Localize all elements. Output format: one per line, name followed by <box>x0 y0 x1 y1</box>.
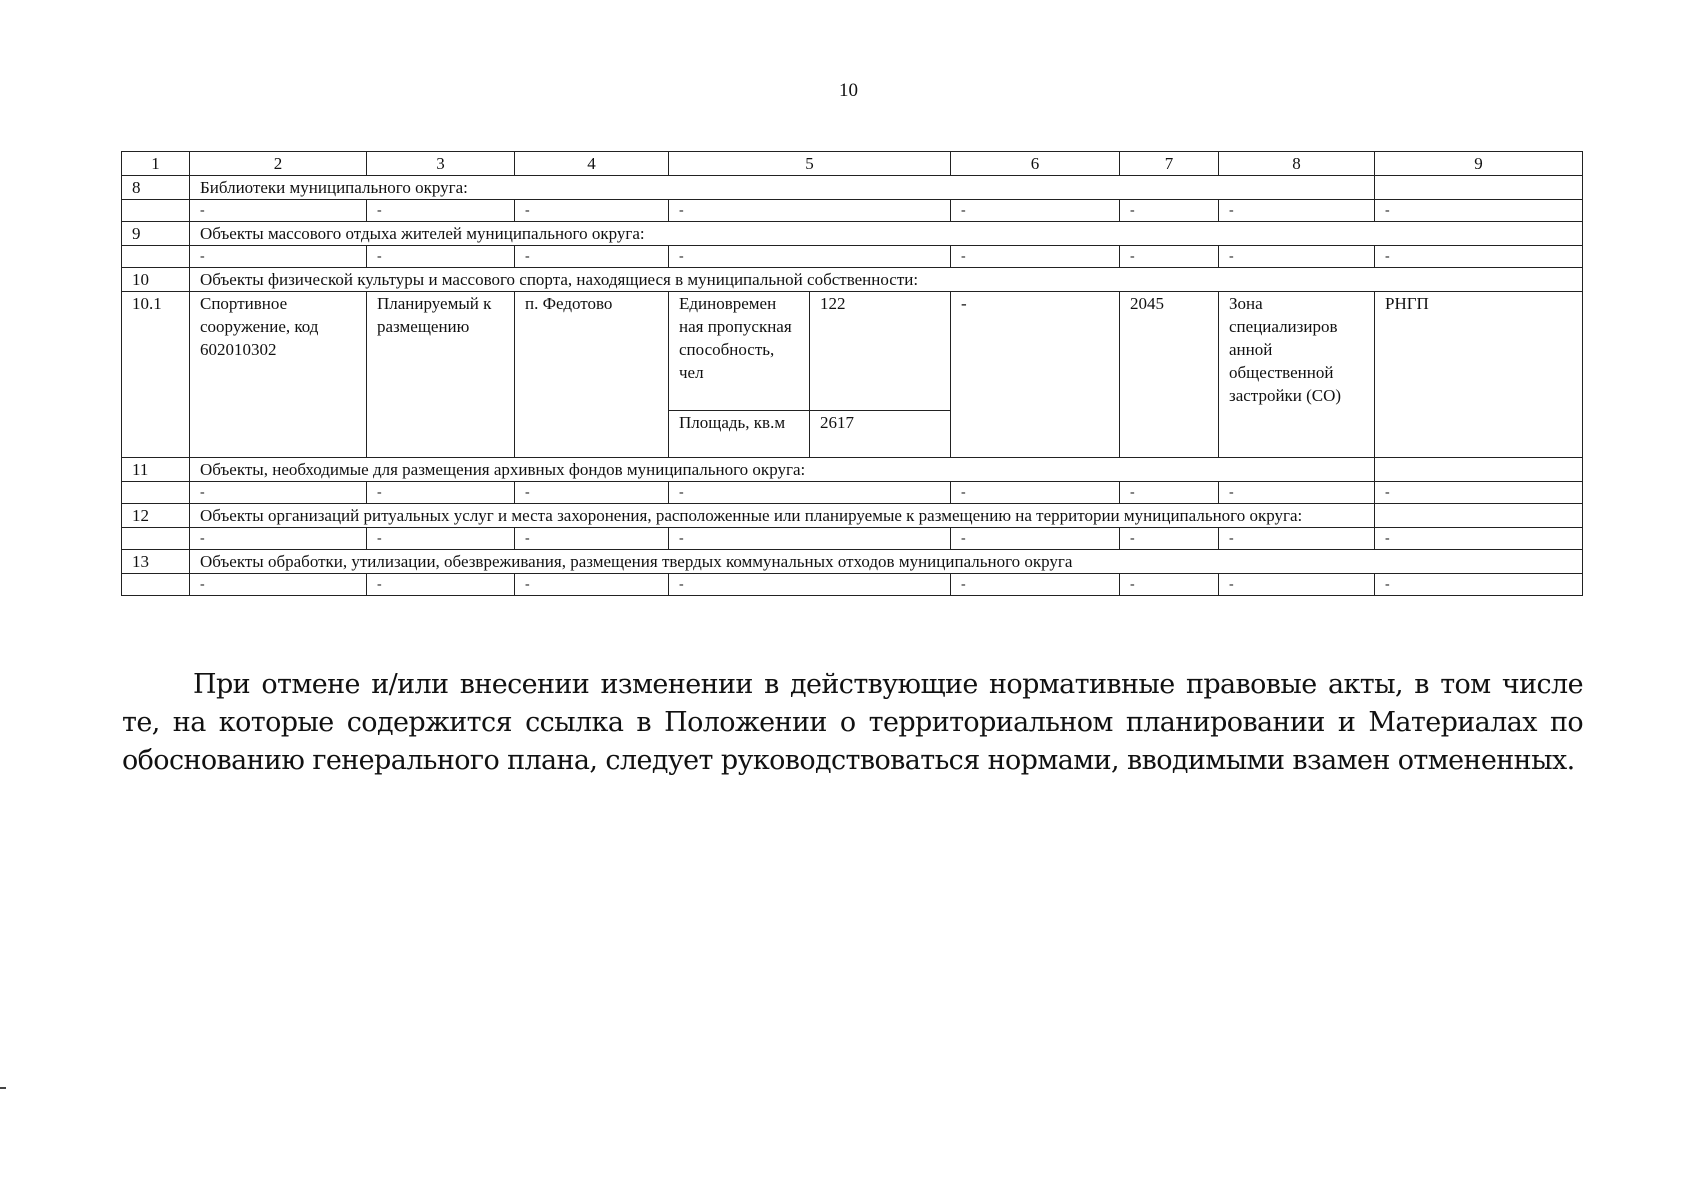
section-row <box>122 176 1583 200</box>
empty-cell <box>122 574 190 596</box>
empty-cell <box>1375 504 1583 528</box>
dash-cell: - <box>1375 574 1583 596</box>
section-number: 12 <box>122 504 190 528</box>
section-number: 8 <box>122 176 190 200</box>
dash-cell: - <box>1375 200 1583 222</box>
column-header: 3 <box>367 152 515 176</box>
dash-cell: - <box>669 574 951 596</box>
dash-cell: - <box>190 482 367 504</box>
object-row <box>122 292 1583 458</box>
object-location: п. Федотово <box>515 292 669 458</box>
dash-cell: - <box>1219 200 1375 222</box>
dash-cell: - <box>190 528 367 550</box>
dash-cell: - <box>190 574 367 596</box>
dash-cell: - <box>1120 574 1219 596</box>
column-header: 7 <box>1120 152 1219 176</box>
dash-cell: - <box>1219 528 1375 550</box>
dash-cell: - <box>1120 528 1219 550</box>
object-characteristics <box>669 292 951 458</box>
dash-row <box>122 246 1583 268</box>
column-header: 2 <box>190 152 367 176</box>
column-header: 4 <box>515 152 669 176</box>
dash-cell: - <box>367 200 515 222</box>
dash-cell: - <box>1120 246 1219 268</box>
dash-cell: - <box>1120 482 1219 504</box>
characteristic-value: 122 <box>820 294 846 313</box>
object-year: 2045 <box>1120 292 1219 458</box>
section-title: Объекты, необходимые для размещения архивных фондов муниципального округа: <box>190 458 1375 482</box>
empty-cell <box>1375 176 1583 200</box>
section-row <box>122 504 1583 528</box>
body-paragraph: При отмене и/или внесении изменении в действующие нормативные правовые акты, в том числе те, на которые содержится ссылка в Положении о территориальном планировании и Материалах по обоснованию генерального плана, следует руководствоваться нормами, вводимыми взамен отмененных. <box>122 669 1583 776</box>
dash-cell: - <box>515 482 669 504</box>
column-header: 6 <box>951 152 1120 176</box>
column-header: 1 <box>122 152 190 176</box>
dash-cell: - <box>515 246 669 268</box>
section-number: 9 <box>122 222 190 246</box>
section-title: Объекты физической культуры и массового спорта, находящиеся в муниципальной собственности: <box>190 268 1583 292</box>
object-source: РНГП <box>1375 292 1583 458</box>
characteristic-value: 2617 <box>820 413 854 432</box>
empty-cell <box>1375 458 1583 482</box>
dash-cell: - <box>951 482 1120 504</box>
section-number: 11 <box>122 458 190 482</box>
dash-cell: - <box>515 528 669 550</box>
empty-cell <box>122 246 190 268</box>
column-header: 9 <box>1375 152 1583 176</box>
dash-cell: - <box>669 528 951 550</box>
dash-cell: - <box>1120 200 1219 222</box>
dash-cell: - <box>1375 482 1583 504</box>
planning-objects-table <box>121 151 1583 596</box>
dash-cell: - <box>190 200 367 222</box>
dash-cell: - <box>515 200 669 222</box>
dash-cell: - <box>1219 574 1375 596</box>
dash-cell: - <box>367 528 515 550</box>
table-header-row <box>122 152 1583 176</box>
dash-row <box>122 200 1583 222</box>
dash-cell: - <box>951 528 1120 550</box>
dash-cell: - <box>669 482 951 504</box>
characteristic-label: Площадь, кв.м <box>669 411 810 457</box>
dash-row <box>122 528 1583 550</box>
section-row <box>122 268 1583 292</box>
section-row <box>122 458 1583 482</box>
dash-cell: - <box>1219 246 1375 268</box>
dash-cell: - <box>515 574 669 596</box>
section-title: Объекты организаций ритуальных услуг и места захоронения, расположенные или планируемые к размещению на территории муниципального округа: <box>190 504 1375 528</box>
column-header: 8 <box>1219 152 1375 176</box>
dash-cell: - <box>669 200 951 222</box>
object-number: 10.1 <box>122 292 190 458</box>
object-zone: Зона специализиров анной общественной застройки (СО) <box>1219 292 1375 458</box>
dash-cell: - <box>1375 246 1583 268</box>
section-number: 10 <box>122 268 190 292</box>
column-header: 5 <box>669 152 951 176</box>
section-row <box>122 550 1583 574</box>
dash-row <box>122 574 1583 596</box>
dash-row <box>122 482 1583 504</box>
object-name: Спортивное сооружение, код 602010302 <box>190 292 367 458</box>
section-title: Объекты обработки, утилизации, обезвреживания, размещения твердых коммунальных отходов муниципального округа <box>190 550 1583 574</box>
characteristic-label: Единовремен ная пропускная способность, чел <box>669 292 810 410</box>
dash-cell: - <box>951 246 1120 268</box>
object-col6: - <box>951 292 1120 458</box>
object-status: Планируемый к размещению <box>367 292 515 458</box>
section-title: Объекты массового отдыха жителей муниципального округа: <box>190 222 1583 246</box>
empty-cell <box>122 528 190 550</box>
dash-cell: - <box>951 200 1120 222</box>
page-number: 10 <box>839 80 858 101</box>
section-title: Библиотеки муниципального округа: <box>190 176 1375 200</box>
dash-cell: - <box>367 574 515 596</box>
dash-cell: - <box>1375 528 1583 550</box>
dash-cell: - <box>1219 482 1375 504</box>
dash-cell: - <box>367 482 515 504</box>
scan-edge-mark <box>0 1087 6 1089</box>
empty-cell <box>122 482 190 504</box>
dash-cell: - <box>951 574 1120 596</box>
dash-cell: - <box>190 246 367 268</box>
section-row <box>122 222 1583 246</box>
section-number: 13 <box>122 550 190 574</box>
empty-cell <box>122 200 190 222</box>
dash-cell: - <box>669 246 951 268</box>
dash-cell: - <box>367 246 515 268</box>
